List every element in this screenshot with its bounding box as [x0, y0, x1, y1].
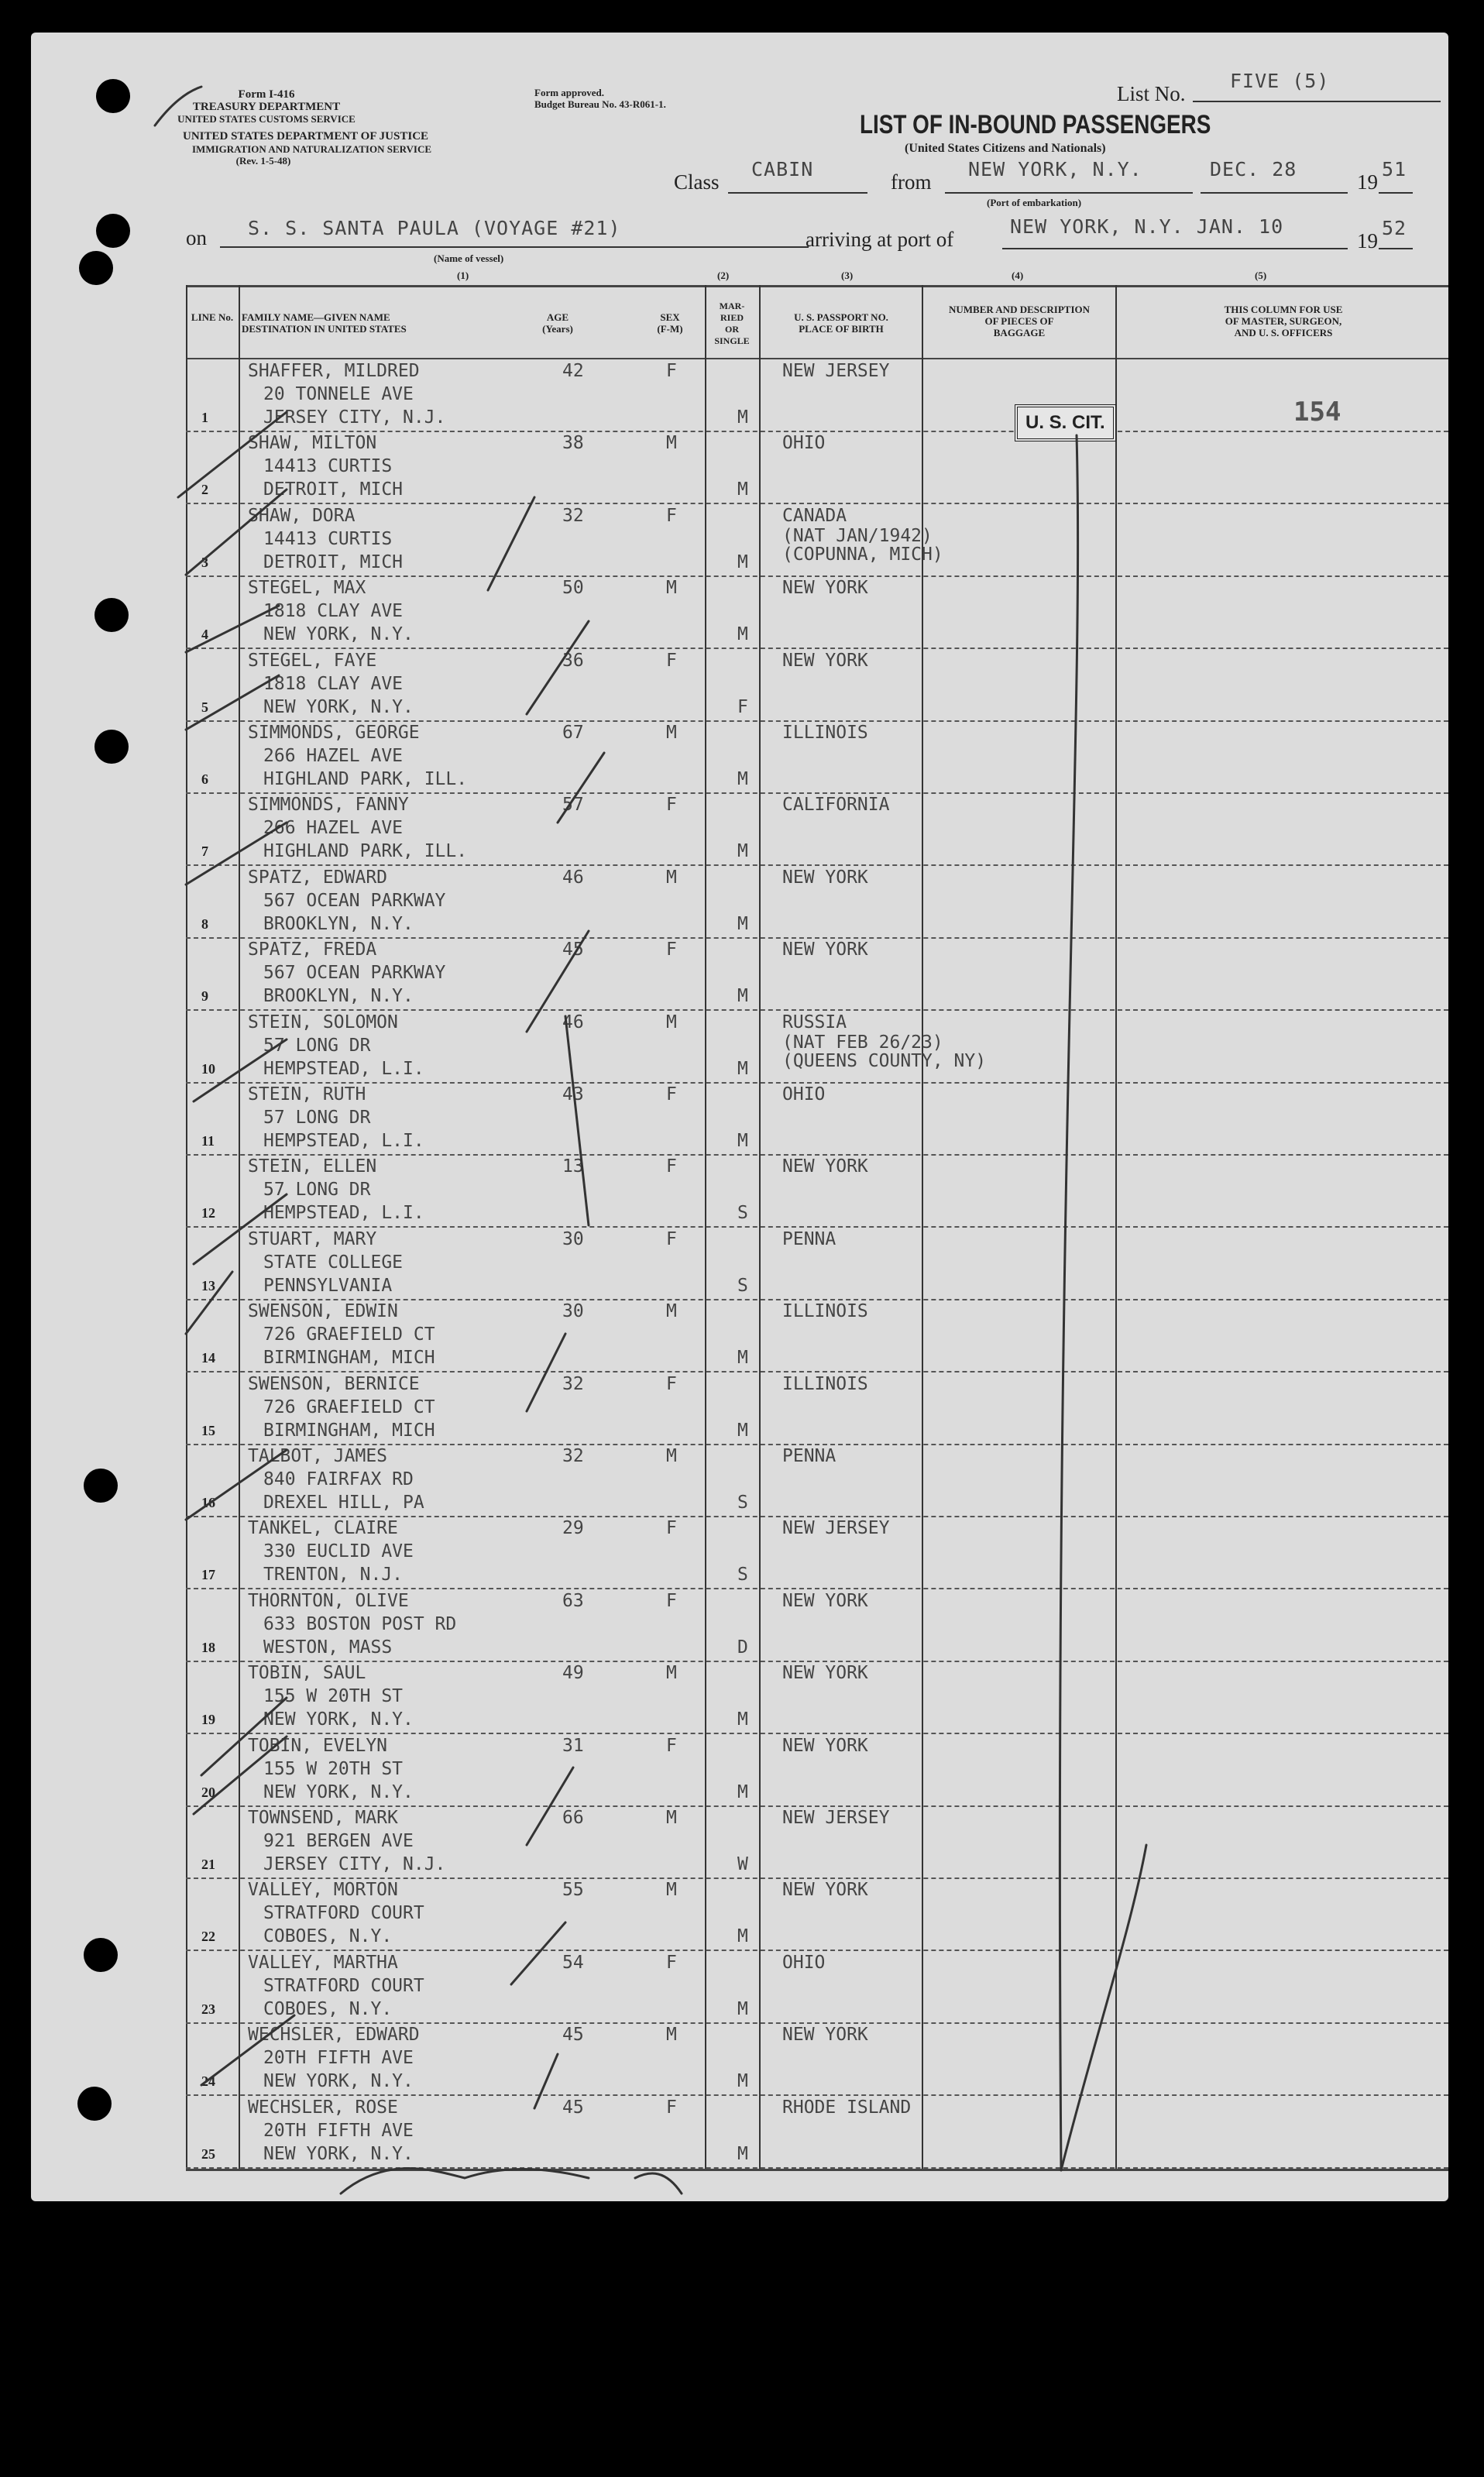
line-number: 18	[201, 1639, 215, 1655]
table-row	[186, 866, 1448, 939]
underline	[1002, 248, 1348, 249]
list-no-label: List No.	[1117, 82, 1186, 105]
customs-service: UNITED STATES CUSTOMS SERVICE	[177, 113, 356, 125]
place-of-birth: ILLINOIS	[782, 723, 868, 743]
passenger-sex: M	[666, 578, 677, 599]
table-row	[186, 1806, 1448, 1879]
passenger-name: WECHSLER, ROSE	[248, 2097, 398, 2118]
table-row	[186, 1155, 1448, 1228]
line-number: 24	[201, 2073, 215, 2090]
header-married: MAR- RIED OR SINGLE	[714, 301, 750, 346]
table-row	[186, 431, 1448, 504]
address-line: 1818 CLAY AVE	[263, 601, 404, 622]
from-value: NEW YORK, N.Y.	[968, 158, 1142, 180]
passenger-age: 36	[562, 650, 584, 671]
address-city: JERSEY CITY, N.J.	[263, 407, 446, 428]
passenger-age: 46	[562, 867, 584, 888]
year-prefix: 19	[1357, 229, 1378, 253]
line-number: 21	[201, 1857, 215, 1872]
marital-status: D	[737, 1637, 748, 1658]
passenger-sex: F	[666, 650, 677, 671]
address-line: 57 LONG DR	[263, 1180, 371, 1201]
place-of-birth: PENNA	[782, 1446, 836, 1466]
marital-status: W	[737, 1854, 748, 1874]
place-of-birth: NEW YORK	[782, 578, 868, 599]
passenger-age: 50	[562, 578, 584, 599]
passenger-age: 32	[562, 505, 584, 526]
manifest-sheet	[31, 33, 1448, 2201]
table-row	[186, 1300, 1448, 1372]
passenger-sex: M	[666, 1663, 677, 1684]
passenger-age: 43	[562, 1084, 584, 1105]
port-caption: (Port of embarkation)	[987, 197, 1082, 208]
passenger-age: 45	[562, 2097, 584, 2118]
marital-status: M	[737, 551, 748, 572]
passenger-sex: F	[666, 1590, 677, 1611]
list-no-value: FIVE (5)	[1230, 70, 1330, 92]
place-of-birth: NEW YORK	[782, 1663, 868, 1684]
address-line: 20 TONNELE AVE	[263, 384, 414, 404]
passenger-name: SWENSON, BERNICE	[248, 1373, 420, 1394]
punch-hole	[79, 251, 113, 285]
address-city: COBOES, N.Y.	[263, 1998, 393, 2019]
table-row	[186, 721, 1448, 794]
year-suffix: 51	[1382, 158, 1407, 180]
passenger-sex: M	[666, 1301, 677, 1322]
passenger-name: SHAW, MILTON	[248, 433, 377, 454]
line-number: 10	[201, 1060, 215, 1077]
form-subtitle: (United States Citizens and Nationals)	[905, 142, 1106, 155]
table-row	[186, 1372, 1448, 1445]
passenger-name: SIMMONDS, GEORGE	[248, 723, 420, 743]
naturalization-place: (COPUNNA, MICH)	[782, 544, 943, 565]
line-number: 9	[201, 988, 208, 1005]
marital-status: M	[737, 986, 748, 1007]
place-of-birth: NEW YORK	[782, 1156, 868, 1177]
place-of-birth: ILLINOIS	[782, 1373, 868, 1394]
passenger-name: VALLEY, MARTHA	[248, 1952, 398, 1973]
naturalization-note: (NAT JAN/1942)	[782, 525, 933, 546]
passenger-age: 63	[562, 1590, 584, 1611]
passenger-name: TOWNSEND, MARK	[248, 1808, 398, 1828]
address-city: DETROIT, MICH	[263, 479, 404, 500]
passenger-age: 42	[562, 361, 584, 381]
passenger-sex: F	[666, 2097, 677, 2118]
address-city: BROOKLYN, N.Y.	[263, 986, 414, 1007]
col-marker: (5)	[1255, 270, 1267, 281]
passenger-name: STEIN, RUTH	[248, 1084, 366, 1105]
vessel-caption: (Name of vessel)	[434, 253, 504, 264]
address-city: BIRMINGHAM, MICH	[263, 1348, 435, 1369]
form-approved: Form approved.	[534, 87, 605, 98]
line-number: 7	[201, 843, 208, 860]
place-of-birth: NEW YORK	[782, 1880, 868, 1901]
header-sex: SEX (F-M)	[657, 311, 683, 335]
class-value: CABIN	[751, 158, 814, 180]
officer-number: 154	[1293, 397, 1341, 428]
treasury-dept: TREASURY DEPARTMENT	[192, 101, 341, 113]
place-of-birth: CALIFORNIA	[782, 795, 890, 816]
marital-status: S	[737, 1493, 748, 1513]
passenger-name: STEIN, SOLOMON	[248, 1012, 398, 1032]
place-of-birth: NEW YORK	[782, 2025, 868, 2046]
passenger-sex: F	[666, 1518, 677, 1539]
passenger-age: 45	[562, 2025, 584, 2046]
line-number: 2	[201, 482, 208, 498]
marital-status: M	[737, 1420, 748, 1441]
marital-status: M	[737, 479, 748, 500]
form-number: Form I-416	[238, 88, 295, 101]
passenger-name: SPATZ, FREDA	[248, 940, 377, 960]
table-row	[186, 1517, 1448, 1589]
header-baggage: NUMBER AND DESCRIPTION OF PIECES OF BAGGAGE	[948, 304, 1091, 338]
punch-hole	[94, 730, 129, 764]
col-marker: (4)	[1012, 270, 1024, 281]
line-number: 3	[201, 554, 208, 570]
marital-status: S	[737, 1203, 748, 1224]
passenger-name: SHAFFER, MILDRED	[248, 361, 420, 381]
address-city: JERSEY CITY, N.J.	[263, 1854, 446, 1874]
line-number: 14	[201, 1350, 215, 1366]
passenger-age: 32	[562, 1446, 584, 1466]
table-row	[186, 576, 1448, 649]
passenger-table	[186, 359, 1448, 2169]
arrival-port: NEW YORK, N.Y. JAN. 10	[1010, 215, 1284, 238]
punch-hole	[84, 1938, 118, 1972]
marital-status: M	[737, 2143, 748, 2164]
address-line: 726 GRAEFIELD CT	[263, 1324, 435, 1345]
address-line: 57 LONG DR	[263, 1035, 371, 1056]
from-label: from	[891, 170, 932, 194]
passenger-name: STEGEL, MAX	[248, 578, 366, 599]
punch-hole	[96, 214, 130, 248]
line-number: 11	[201, 1133, 215, 1149]
address-line: 155 W 20TH ST	[263, 1686, 404, 1707]
address-city: NEW YORK, N.Y.	[263, 1709, 414, 1730]
passenger-age: 13	[562, 1156, 584, 1177]
underline	[1379, 192, 1413, 194]
address-line: STRATFORD COURT	[263, 1975, 424, 1996]
class-label: Class	[674, 170, 720, 194]
address-line: 921 BERGEN AVE	[263, 1831, 414, 1851]
line-number: 8	[201, 916, 208, 932]
place-of-birth: NEW YORK	[782, 650, 868, 671]
passenger-sex: F	[666, 1228, 677, 1249]
address-line: 330 EUCLID AVE	[263, 1541, 414, 1562]
address-line: 266 HAZEL AVE	[263, 818, 404, 839]
header-line-no: LINE No.	[191, 311, 234, 323]
address-city: NEW YORK, N.Y.	[263, 2143, 414, 2164]
address-line: 14413 CURTIS	[263, 456, 393, 477]
passenger-sex: M	[666, 723, 677, 743]
marital-status: M	[737, 1926, 748, 1947]
naturalization-place: (QUEENS COUNTY, NY)	[782, 1050, 987, 1071]
line-number: 20	[201, 1784, 215, 1800]
line-number: 1	[201, 410, 208, 425]
passenger-name: SWENSON, EDWIN	[248, 1301, 398, 1322]
table-row	[186, 793, 1448, 866]
col-marker: (2)	[717, 270, 730, 281]
us-citizen-stamp: U. S. CIT.	[1015, 404, 1116, 441]
passenger-age: 49	[562, 1663, 584, 1684]
punch-hole	[77, 2087, 112, 2121]
table-row	[186, 359, 1448, 432]
marital-status: M	[737, 1348, 748, 1369]
passenger-name: TALBOT, JAMES	[248, 1446, 388, 1466]
passenger-age: 45	[562, 940, 584, 960]
address-line: STATE COLLEGE	[263, 1252, 404, 1273]
table-row	[186, 649, 1448, 722]
passenger-name: TOBIN, EVELYN	[248, 1735, 388, 1756]
line-number: 15	[201, 1422, 215, 1438]
address-city: WESTON, MASS	[263, 1637, 393, 1658]
table-row	[186, 1228, 1448, 1300]
naturalization-note: (NAT FEB 26/23)	[782, 1032, 943, 1053]
passenger-age: 66	[562, 1808, 584, 1828]
marital-status: M	[737, 1998, 748, 2019]
passenger-age: 32	[562, 1373, 584, 1394]
marital-status: M	[737, 1058, 748, 1079]
table-row	[186, 1734, 1448, 1807]
line-number: 4	[201, 627, 208, 643]
passenger-sex: M	[666, 1446, 677, 1466]
address-city: HEMPSTEAD, L.I.	[263, 1131, 424, 1151]
marital-status: M	[737, 841, 748, 862]
header-name: FAMILY NAME—GIVEN NAME DESTINATION IN UNITED STATES	[242, 311, 407, 335]
place-of-birth: CANADA	[782, 505, 847, 526]
marital-status: S	[737, 1275, 748, 1296]
address-line: 20TH FIFTH AVE	[263, 2048, 414, 2069]
address-city: HIGHLAND PARK, ILL.	[263, 769, 468, 789]
header-passport: U. S. PASSPORT NO. PLACE OF BIRTH	[794, 311, 888, 335]
table-row	[186, 1011, 1448, 1084]
place-of-birth: ILLINOIS	[782, 1301, 868, 1322]
marital-status: M	[737, 769, 748, 789]
address-line: 1818 CLAY AVE	[263, 673, 404, 694]
passenger-name: STEGEL, FAYE	[248, 650, 377, 671]
passenger-sex: F	[666, 795, 677, 816]
table-row	[186, 504, 1448, 577]
year-prefix: 19	[1357, 170, 1378, 194]
address-city: DETROIT, MICH	[263, 551, 404, 572]
passenger-sex: F	[666, 1084, 677, 1105]
passenger-sex: F	[666, 1735, 677, 1756]
passenger-sex: M	[666, 867, 677, 888]
passenger-name: SIMMONDS, FANNY	[248, 795, 409, 816]
passenger-age: 30	[562, 1301, 584, 1322]
marital-status: M	[737, 1781, 748, 1802]
passenger-sex: F	[666, 361, 677, 381]
table-row	[186, 2023, 1448, 2096]
form-title: LIST OF IN-BOUND PASSENGERS	[860, 110, 1211, 139]
marital-status: M	[737, 407, 748, 428]
address-city: NEW YORK, N.Y.	[263, 2071, 414, 2092]
marital-status: M	[737, 1131, 748, 1151]
address-city: COBOES, N.Y.	[263, 1926, 393, 1947]
ins-dept: IMMIGRATION AND NATURALIZATION SERVICE	[192, 143, 432, 155]
punch-hole	[94, 598, 129, 632]
passenger-name: STEIN, ELLEN	[248, 1156, 377, 1177]
address-city: HIGHLAND PARK, ILL.	[263, 841, 468, 862]
passenger-sex: M	[666, 1012, 677, 1032]
table-top-rule	[186, 285, 1448, 287]
arriving-label: arriving at port of	[806, 228, 954, 251]
line-number: 17	[201, 1567, 215, 1583]
passenger-age: 57	[562, 795, 584, 816]
address-line: 266 HAZEL AVE	[263, 746, 404, 766]
passenger-sex: F	[666, 505, 677, 526]
place-of-birth: NEW YORK	[782, 867, 868, 888]
passenger-name: TOBIN, SAUL	[248, 1663, 366, 1684]
table-row	[186, 1083, 1448, 1156]
budget-bureau: Budget Bureau No. 43-R061-1.	[534, 98, 666, 110]
line-number: 19	[201, 1712, 215, 1728]
table-row	[186, 938, 1448, 1011]
line-number: 6	[201, 771, 208, 787]
passenger-name: THORNTON, OLIVE	[248, 1590, 409, 1611]
underline	[220, 246, 809, 248]
line-number: 16	[201, 1495, 215, 1510]
place-of-birth: OHIO	[782, 1084, 826, 1105]
passenger-age: 30	[562, 1228, 584, 1249]
departure-date: DEC. 28	[1210, 158, 1297, 180]
line-number: 25	[201, 2145, 215, 2162]
address-city: HEMPSTEAD, L.I.	[263, 1203, 424, 1224]
address-line: 840 FAIRFAX RD	[263, 1469, 414, 1489]
passenger-sex: F	[666, 1156, 677, 1177]
passenger-name: WECHSLER, EDWARD	[248, 2025, 420, 2046]
place-of-birth: NEW YORK	[782, 1590, 868, 1611]
address-city: BROOKLYN, N.Y.	[263, 913, 414, 934]
line-number: 23	[201, 2001, 215, 2017]
table-row	[186, 1951, 1448, 2024]
place-of-birth: NEW JERSEY	[782, 1808, 890, 1828]
passenger-sex: M	[666, 1880, 677, 1901]
address-city: NEW YORK, N.Y.	[263, 1781, 414, 1802]
punch-hole	[84, 1469, 118, 1503]
passenger-name: SPATZ, EDWARD	[248, 867, 388, 888]
passenger-age: 54	[562, 1952, 584, 1973]
underline	[1201, 192, 1348, 194]
header-officers: THIS COLUMN FOR USE OF MASTER, SURGEON, AND U. S. OFFICERS	[1224, 304, 1343, 338]
address-line: 726 GRAEFIELD CT	[263, 1397, 435, 1417]
address-city: NEW YORK, N.Y.	[263, 696, 414, 717]
address-city: HEMPSTEAD, L.I.	[263, 1058, 424, 1079]
passenger-age: 31	[562, 1735, 584, 1756]
address-line: STRATFORD COURT	[263, 1903, 424, 1924]
passenger-sex: F	[666, 1373, 677, 1394]
col-marker: (1)	[457, 270, 469, 281]
header-age: AGE (Years)	[542, 311, 573, 335]
passenger-name: SHAW, DORA	[248, 505, 356, 526]
col-marker: (3)	[841, 270, 854, 281]
line-number: 12	[201, 1205, 215, 1221]
passenger-sex: M	[666, 433, 677, 454]
passenger-age: 46	[562, 1012, 584, 1032]
passenger-sex: M	[666, 1808, 677, 1828]
table-row	[186, 1589, 1448, 1662]
address-line: 20TH FIFTH AVE	[263, 2120, 414, 2141]
table-row	[186, 1661, 1448, 1734]
passenger-name: VALLEY, MORTON	[248, 1880, 398, 1901]
passenger-name: TANKEL, CLAIRE	[248, 1518, 398, 1539]
place-of-birth: NEW YORK	[782, 940, 868, 960]
on-label: on	[186, 226, 207, 249]
address-city: NEW YORK, N.Y.	[263, 624, 414, 645]
place-of-birth: OHIO	[782, 1952, 826, 1973]
passenger-sex: F	[666, 940, 677, 960]
table-row	[186, 2096, 1448, 2169]
address-line: 57 LONG DR	[263, 1108, 371, 1128]
place-of-birth: NEW JERSEY	[782, 361, 890, 381]
revision: (Rev. 1-5-48)	[235, 155, 291, 167]
address-city: DREXEL HILL, PA	[263, 1493, 424, 1513]
place-of-birth: RUSSIA	[782, 1012, 847, 1032]
place-of-birth: PENNA	[782, 1228, 836, 1249]
marital-status: S	[737, 1565, 748, 1585]
marital-status: M	[737, 913, 748, 934]
address-city: PENNSYLVANIA	[263, 1275, 393, 1296]
passenger-age: 55	[562, 1880, 584, 1901]
underline	[1379, 248, 1413, 249]
address-line: 567 OCEAN PARKWAY	[263, 890, 446, 911]
place-of-birth: RHODE ISLAND	[782, 2097, 912, 2118]
address-line: 567 OCEAN PARKWAY	[263, 963, 446, 984]
line-number: 5	[201, 699, 208, 715]
place-of-birth: NEW YORK	[782, 1735, 868, 1756]
table-row	[186, 1878, 1448, 1951]
address-line: 633 BOSTON POST RD	[263, 1613, 457, 1634]
punch-hole	[96, 79, 130, 113]
marital-status: M	[737, 1709, 748, 1730]
table-bottom-rule	[186, 2169, 1448, 2171]
passenger-age: 67	[562, 723, 584, 743]
underline	[728, 192, 867, 194]
address-line: 155 W 20TH ST	[263, 1758, 404, 1779]
address-city: TRENTON, N.J.	[263, 1565, 404, 1585]
line-number: 22	[201, 1929, 215, 1945]
year-suffix: 52	[1382, 217, 1407, 239]
place-of-birth: OHIO	[782, 433, 826, 454]
underline	[945, 192, 1193, 194]
place-of-birth: NEW JERSEY	[782, 1518, 890, 1539]
marital-status: M	[737, 2071, 748, 2092]
passenger-sex: F	[666, 1952, 677, 1973]
table-row	[186, 1445, 1448, 1517]
marital-status: F	[737, 696, 748, 717]
vessel-name: S. S. SANTA PAULA (VOYAGE #21)	[248, 217, 621, 239]
passenger-age: 29	[562, 1518, 584, 1539]
line-number: 13	[201, 1277, 215, 1293]
marital-status: M	[737, 624, 748, 645]
passenger-age: 38	[562, 433, 584, 454]
passenger-sex: M	[666, 2025, 677, 2046]
justice-dept: UNITED STATES DEPARTMENT OF JUSTICE	[183, 130, 429, 143]
address-line: 14413 CURTIS	[263, 528, 393, 549]
passenger-name: STUART, MARY	[248, 1228, 377, 1249]
underline	[1193, 101, 1441, 102]
address-city: BIRMINGHAM, MICH	[263, 1420, 435, 1441]
